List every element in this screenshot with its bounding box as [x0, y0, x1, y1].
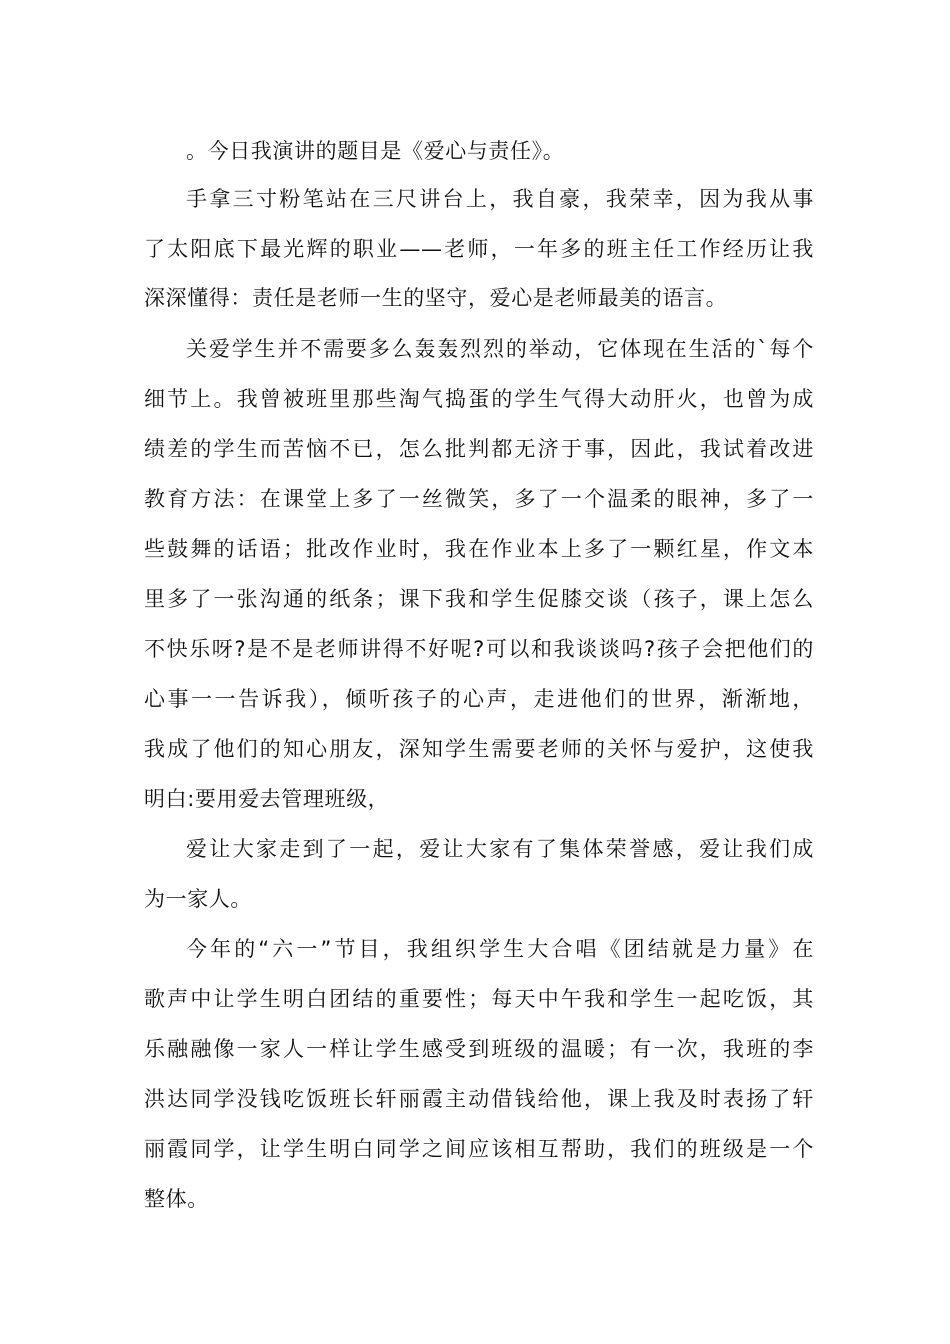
- paragraph-line: 乐融融像一家人一样让学生感受到班级的温暖；有一次，我班的李: [144, 1037, 814, 1061]
- paragraph-line: 关爱学生并不需要多么轰轰烈烈的举动，它体现在生活的`每个: [186, 337, 814, 361]
- paragraph-line: 我成了他们的知心朋友，深知学生需要老师的关怀与爱护，这使我: [144, 737, 814, 761]
- paragraph-line: 洪达同学没钱吃饭班长轩丽霞主动借钱给他，课上我及时表扬了轩: [144, 1087, 814, 1111]
- paragraph-line: 为一家人。: [144, 887, 252, 911]
- paragraph-line: 了太阳底下最光辉的职业——老师，一年多的班主任工作经历让我: [144, 237, 814, 261]
- paragraph-line: 明白:要用爱去管理班级，: [144, 787, 390, 811]
- speech-title-line: 。今日我演讲的题目是《爱心与责任》。: [186, 139, 565, 163]
- paragraph-line: 心事一一告诉我），倾听孩子的心声，走进他们的世界，渐渐地，: [144, 687, 814, 711]
- paragraph-line: 细节上。我曾被班里那些淘气捣蛋的学生气得大动肝火，也曾为成: [144, 387, 814, 411]
- paragraph-line: 教育方法：在课堂上多了一丝微笑，多了一个温柔的眼神，多了一: [144, 487, 814, 511]
- paragraph-line: 里多了一张沟通的纸条；课下我和学生促膝交谈（孩子，课上怎么: [144, 587, 814, 611]
- paragraph-line: 爱让大家走到了一起，爱让大家有了集体荣誉感，爱让我们成: [186, 837, 814, 861]
- paragraph-line: 今年的“六一”节目，我组织学生大合唱《团结就是力量》在: [186, 937, 814, 961]
- paragraph-line: 丽霞同学，让学生明白同学之间应该相互帮助，我们的班级是一个: [144, 1137, 814, 1161]
- paragraph-line: 不快乐呀?是不是老师讲得不好呢?可以和我谈谈吗?孩子会把他们的: [144, 637, 814, 661]
- paragraph-line: 歌声中让学生明白团结的重要性；每天中午我和学生一起吃饭，其: [144, 987, 814, 1011]
- paragraph-line: 绩差的学生而苦恼不已，怎么批判都无济于事，因此，我试着改进: [144, 437, 814, 461]
- paragraph-line: 些鼓舞的话语；批改作业时，我在作业本上多了一颗红星，作文本: [144, 537, 814, 561]
- paragraph-line: 整体。: [144, 1187, 209, 1211]
- paragraph-line: 深深懂得：责任是老师一生的坚守，爱心是老师最美的语言。: [144, 286, 728, 310]
- paragraph-line: 手拿三寸粉笔站在三尺讲台上，我自豪，我荣幸，因为我从事: [186, 187, 814, 211]
